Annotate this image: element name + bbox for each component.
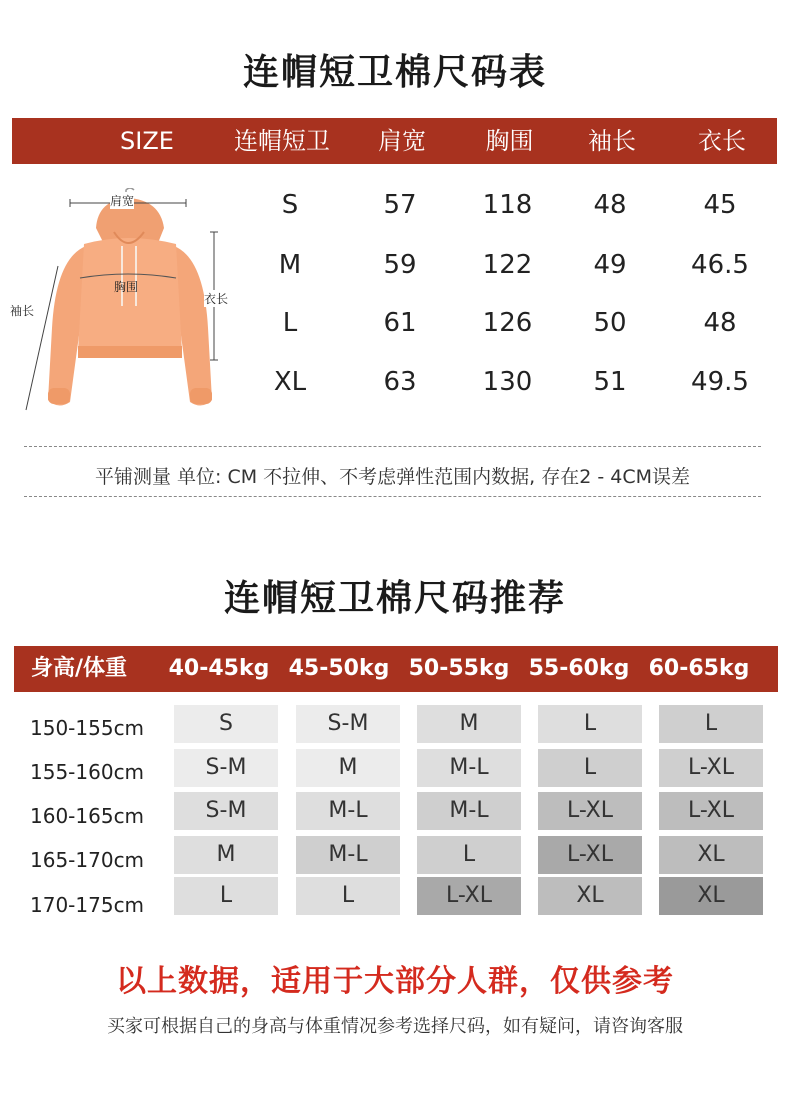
- height-label: 150-155cm: [30, 716, 145, 740]
- size-cell: M: [278, 250, 302, 280]
- length-cell: 49.5: [691, 367, 749, 397]
- size-row: [0, 357, 790, 407]
- diagram-chest-label: 胸围: [114, 280, 139, 294]
- header-chest: 胸围: [485, 127, 534, 155]
- height-label: 160-165cm: [30, 804, 145, 828]
- header-length: 衣长: [698, 127, 746, 155]
- measurement-note: 平铺测量 单位: CM 不拉伸、不考虑弹性范围内数据, 存在2 - 4CM误差: [94, 466, 691, 488]
- recommend-cell: M-L: [417, 749, 521, 787]
- recommend-cell: L-XL: [417, 877, 521, 915]
- recommend-cell: L: [296, 877, 400, 915]
- recommend-cell: L: [538, 705, 642, 743]
- recommend-cell: S-M: [174, 792, 278, 830]
- recommend-cell: L-XL: [659, 749, 763, 787]
- recommend-title: 连帽短卫棉尺码推荐: [223, 578, 566, 619]
- size-cell: S: [281, 190, 299, 220]
- recommend-cell: XL: [538, 877, 642, 915]
- recommend-cell: L: [659, 705, 763, 743]
- recommend-cell: M: [174, 836, 278, 874]
- size-cell: L: [282, 308, 298, 338]
- header-style: 连帽短卫: [234, 127, 330, 155]
- header-height-weight: 身高/体重: [30, 656, 128, 681]
- sleeve-cell: 51: [593, 367, 627, 397]
- sleeve-cell: 50: [593, 308, 627, 338]
- recommend-cell: XL: [659, 877, 763, 915]
- chest-cell: 118: [482, 190, 533, 220]
- height-label: 155-160cm: [30, 760, 145, 784]
- header-weight-5: 60-65kg: [648, 656, 750, 681]
- sleeve-cell: 48: [593, 190, 627, 220]
- recommend-cell: M-L: [417, 792, 521, 830]
- recommend-cell: M: [417, 705, 521, 743]
- length-cell: 48: [703, 308, 737, 338]
- recommend-cell: S: [174, 705, 278, 743]
- chest-cell: 126: [482, 308, 533, 338]
- footer-note: 买家可根据自己的身高与体重情况参考选择尺码，如有疑问，请咨询客服: [107, 1016, 683, 1037]
- diagram-shoulder-label: 肩宽: [110, 194, 135, 208]
- recommend-cell: M-L: [296, 792, 400, 830]
- divider-top: [24, 446, 761, 447]
- size-row: [0, 298, 790, 348]
- size-row: [0, 180, 790, 230]
- size-table-title: 连帽短卫棉尺码表: [242, 52, 547, 93]
- sleeve-cell: 49: [593, 250, 627, 280]
- shoulder-cell: 57: [383, 190, 417, 220]
- header-weight-3: 50-55kg: [408, 656, 510, 681]
- recommend-cell: L-XL: [659, 792, 763, 830]
- recommend-cell: L-XL: [538, 836, 642, 874]
- shoulder-cell: 63: [383, 367, 417, 397]
- chest-cell: 122: [482, 250, 533, 280]
- length-cell: 46.5: [691, 250, 749, 280]
- header-weight-1: 40-45kg: [168, 656, 270, 681]
- height-label: 170-175cm: [30, 893, 145, 917]
- shoulder-cell: 61: [383, 308, 417, 338]
- size-row: [0, 240, 790, 290]
- recommend-cell: L: [538, 749, 642, 787]
- header-weight-4: 55-60kg: [528, 656, 630, 681]
- recommend-cell: L: [417, 836, 521, 874]
- header-size: SIZE: [120, 127, 174, 155]
- diagram-length-label: 衣长: [204, 292, 229, 306]
- diagram-sleeve-label: 袖长: [10, 304, 35, 318]
- header-sleeve: 袖长: [588, 127, 636, 155]
- recommend-cell: M: [296, 749, 400, 787]
- size-cell: XL: [273, 367, 307, 397]
- recommend-cell: XL: [659, 836, 763, 874]
- disclaimer: 以上数据，适用于大部分人群，仅供参考: [116, 964, 674, 999]
- recommend-cell: S-M: [296, 705, 400, 743]
- divider-bottom: [24, 496, 761, 497]
- recommend-cell: L: [174, 877, 278, 915]
- recommend-cell: M-L: [296, 836, 400, 874]
- recommend-cell: S-M: [174, 749, 278, 787]
- size-table-header: [12, 118, 777, 164]
- header-shoulder: 肩宽: [378, 127, 426, 155]
- length-cell: 45: [703, 190, 737, 220]
- chest-cell: 130: [482, 367, 533, 397]
- recommend-cell: L-XL: [538, 792, 642, 830]
- recommend-header: [14, 646, 778, 692]
- shoulder-cell: 59: [383, 250, 417, 280]
- header-weight-2: 45-50kg: [288, 656, 390, 681]
- height-label: 165-170cm: [30, 848, 145, 872]
